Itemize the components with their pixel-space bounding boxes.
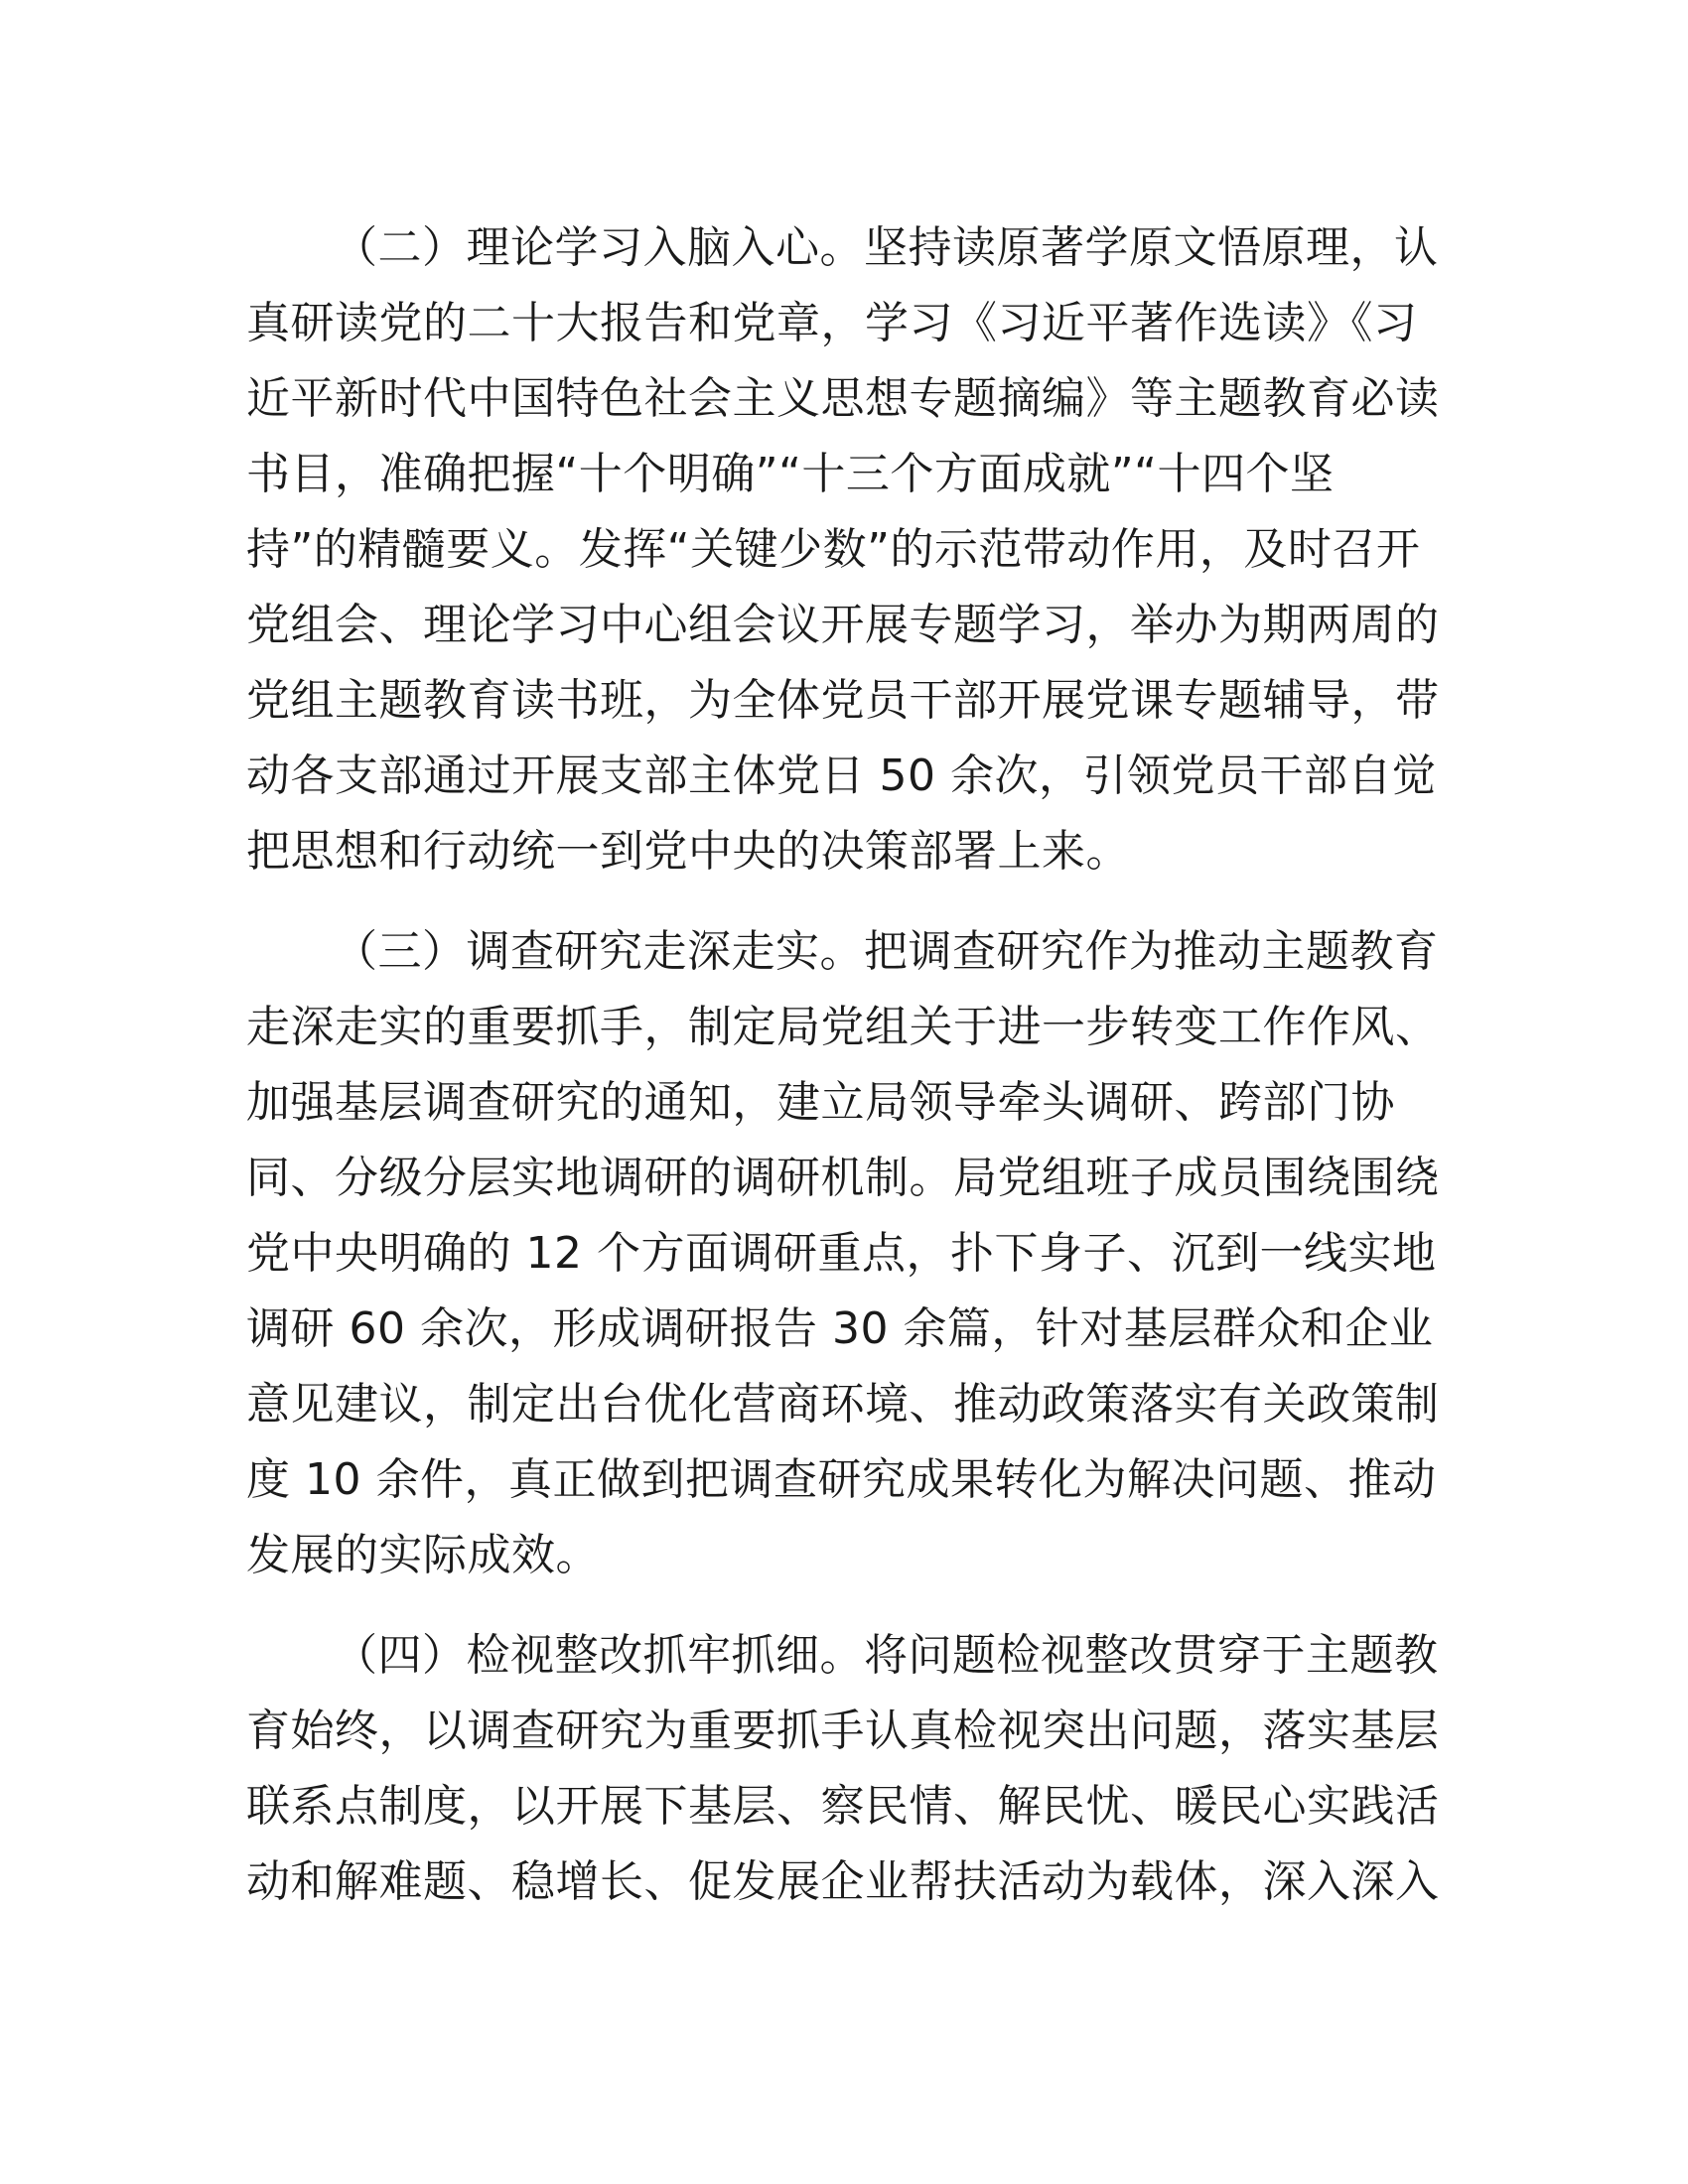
text-line: （二）理论学习入脑入心。坚持读原著学原文悟原理，认: [334, 222, 1439, 273]
text-line: 书目，准确把握“十个明确”“十三个方面成就”“十四个坚: [246, 449, 1335, 499]
text-line: 度 10 余件，真正做到把调查研究成果转化为解决问题、推动: [246, 1454, 1437, 1505]
paragraph-inspection-rectification: [246, 1618, 1438, 1920]
text-line: 党组会、理论学习中心组会议开展专题学习，举办为期两周的: [246, 600, 1440, 650]
text-line: 近平新时代中国特色社会主义思想专题摘编》等主题教育必读: [246, 373, 1440, 424]
text-line: 党组主题教育读书班，为全体党员干部开展党课专题辅导，带: [246, 675, 1440, 726]
text-line: 发展的实际成效。: [246, 1530, 600, 1580]
text-line: 联系点制度，以开展下基层、察民情、解民忧、暖民心实践活: [246, 1781, 1440, 1832]
text-line: 持”的精髓要义。发挥“关键少数”的示范带动作用，及时召开: [246, 524, 1421, 575]
document-body: [246, 210, 1438, 1945]
text-line: 动和解难题、稳增长、促发展企业帮扶活动为载体，深入深入: [246, 1856, 1440, 1907]
text-line: 动各支部通过开展支部主体党日 50 余次，引领党员干部自觉: [246, 751, 1437, 801]
text-line: 把思想和行动统一到党中央的决策部署上来。: [246, 826, 1130, 877]
text-line: 加强基层调查研究的通知，建立局领导牵头调研、跨部门协: [246, 1077, 1395, 1128]
text-line: 育始终，以调查研究为重要抓手认真检视突出问题，落实基层: [246, 1706, 1440, 1756]
text-line: 意见建议，制定出台优化营商环境、推动政策落实有关政策制: [246, 1379, 1440, 1430]
paragraph-theory-study: [246, 210, 1438, 889]
paragraph-investigation-research: [246, 914, 1438, 1593]
text-line: 调研 60 余次，形成调研报告 30 余篇，针对基层群众和企业: [246, 1303, 1434, 1354]
text-line: （三）调查研究走深走实。把调查研究作为推动主题教育: [334, 926, 1439, 977]
text-line: 党中央明确的 12 个方面调研重点，扑下身子、沉到一线实地: [246, 1228, 1437, 1279]
text-line: 真研读党的二十大报告和党章，学习《习近平著作选读》《习: [246, 298, 1418, 348]
text-line: 同、分级分层实地调研的调研机制。局党组班子成员围绕围绕: [246, 1153, 1440, 1203]
text-line: 走深走实的重要抓手，制定局党组关于进一步转变工作作风、: [246, 1002, 1440, 1052]
text-line: （四）检视整改抓牢抓细。将问题检视整改贯穿于主题教: [334, 1630, 1439, 1681]
